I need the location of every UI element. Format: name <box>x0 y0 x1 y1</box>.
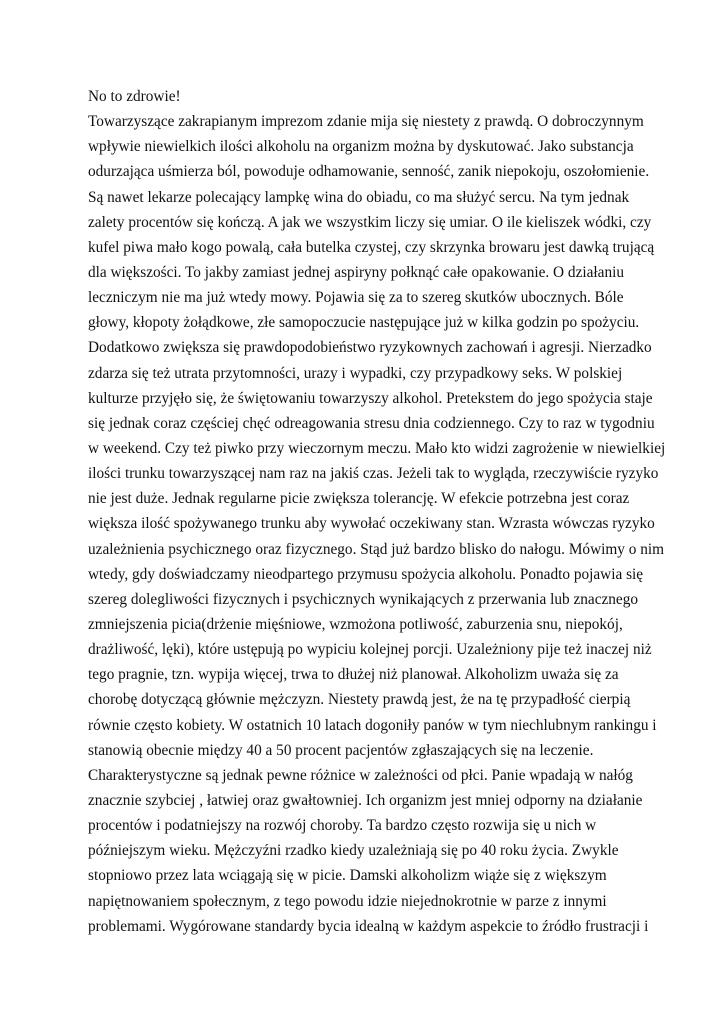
body-line-22: drażliwość, lęki), które ustępują po wypiciu kolejnej porcji. Uzależniony pije też inaczej niż <box>88 641 652 659</box>
body-line-14: w weekend. Czy też piwko przy wieczornym meczu. Mało kto widzi zagrożenie w niewielkiej <box>88 439 666 457</box>
body-line-19: wtedy, gdy doświadczamy nieodpartego przymusu spożycia alkoholu. Ponadto pojawia się <box>88 565 644 583</box>
body-line-23: tego pragnie, tzn. wypija więcej, trwa to dłużej niż planował. Alkoholizm uważa się za <box>88 666 619 684</box>
body-line-24: chorobę dotyczącą głównie mężczyzn. Niestety prawdą jest, że na tę przypadłość cierpią <box>88 691 631 709</box>
body-line-20: szereg dolegliwości fizycznych i psychicznych wynikających z przerwania lub znacznego <box>88 590 639 608</box>
body-line-2: wpływie niewielkich ilości alkoholu na organizm można by dyskutować. Jako substancja <box>88 138 634 156</box>
body-line-16: nie jest duże. Jednak regularne picie zwiększa tolerancję. W efekcie potrzebna jest coraz <box>88 490 630 508</box>
body-line-32: napiętnowaniem społecznym, z tego powodu idzie niejednokrotnie w parze z innymi <box>88 892 607 910</box>
body-line-6: kufel piwa mało kogo powalą, cała butelka czystej, czy skrzynka browaru jest dawką trującą <box>88 238 655 256</box>
body-line-21: zmniejszenia picia(drżenie mięśniowe, wzmożona potliwość, zaburzenia snu, niepokój, <box>88 615 623 633</box>
body-line-13: się jednak coraz częściej chęć odreagowania stresu dnia codziennego. Czy to raz w tygodniu <box>88 414 655 432</box>
document-title: No to zdrowie! <box>88 88 181 105</box>
body-line-11: zdarza się też utrata przytomności, urazy i wypadki, czy przypadkowy seks. W polskiej <box>88 364 623 382</box>
body-line-5: zalety procentów się kończą. A jak we wszystkim liczy się umiar. O ile kieliszek wódki, czy <box>88 213 652 231</box>
body-line-33: problemami. Wygórowane standardy bycia idealną w każdym aspekcie to źródło frustracji i <box>88 917 649 935</box>
body-line-17: większa ilość spożywanego trunku aby wywołać oczekiwany stan. Wzrasta wówczas ryzyko <box>88 515 655 533</box>
body-line-3: odurzająca uśmierza ból, powoduje odhamowanie, senność, zanik niepokoju, oszołomienie. <box>88 163 650 181</box>
body-line-29: procentów i podatniejszy na rozwój choroby. Ta bardzo często rozwija się u nich w <box>88 817 597 835</box>
body-line-31: stopniowo przez lata wciągają się w picie. Damski alkoholizm wiąże się z większym <box>88 867 607 885</box>
body-line-30: późniejszym wieku. Mężczyźni rzadko kiedy uzależniają się po 40 roku życia. Zwykle <box>88 842 619 860</box>
body-line-15: ilości trunku towarzyszącej nam raz na jakiś czas. Jeżeli tak to wygląda, rzeczywiście ryzyko <box>88 465 659 483</box>
body-line-28: znacznie szybciej , łatwiej oraz gwałtowniej. Ich organizm jest mniej odporny na działanie <box>88 791 643 809</box>
body-line-10: Dodatkowo zwiększa się prawdopodobieństwo ryzykownych zachowań i agresji. Nierzadko <box>88 339 652 357</box>
body-line-4: Są nawet lekarze polecający lampkę wina do obiadu, co ma służyć sercu. Na tym jednak <box>88 188 630 206</box>
body-line-26: stanowią obecnie między 40 a 50 procent pacjentów zgłaszających się na leczenie. <box>88 741 594 759</box>
body-line-9: głowy, kłopoty żołądkowe, złe samopoczucie następujące już w kilka godzin po spożyciu. <box>88 314 640 332</box>
body-line-12: kulturze przyjęło się, że świętowaniu towarzyszy alkohol. Pretekstem do jego spożycia staje <box>88 389 653 407</box>
body-line-1: Towarzyszące zakrapianym imprezom zdanie mija się niestety z prawdą. O dobroczynnym <box>88 113 644 131</box>
body-line-18: uzależnienia psychicznego oraz fizycznego. Stąd już bardzo blisko do nałogu. Mówimy o nim <box>88 540 665 558</box>
body-line-27: Charakterystyczne są jednak pewne różnice w zależności od płci. Panie wpadają w nałóg <box>88 766 633 784</box>
body-line-25: równie często kobiety. W ostatnich 10 latach dogoniły panów w tym niechlubnym rankingu i <box>88 716 657 734</box>
body-line-7: dla większości. To jakby zamiast jednej aspiryny połknąć całe opakowanie. O działaniu <box>88 263 624 281</box>
body-line-8: leczniczym nie ma już wtedy mowy. Pojawia się za to szereg skutków ubocznych. Bóle <box>88 289 624 307</box>
document-text <box>88 84 666 939</box>
